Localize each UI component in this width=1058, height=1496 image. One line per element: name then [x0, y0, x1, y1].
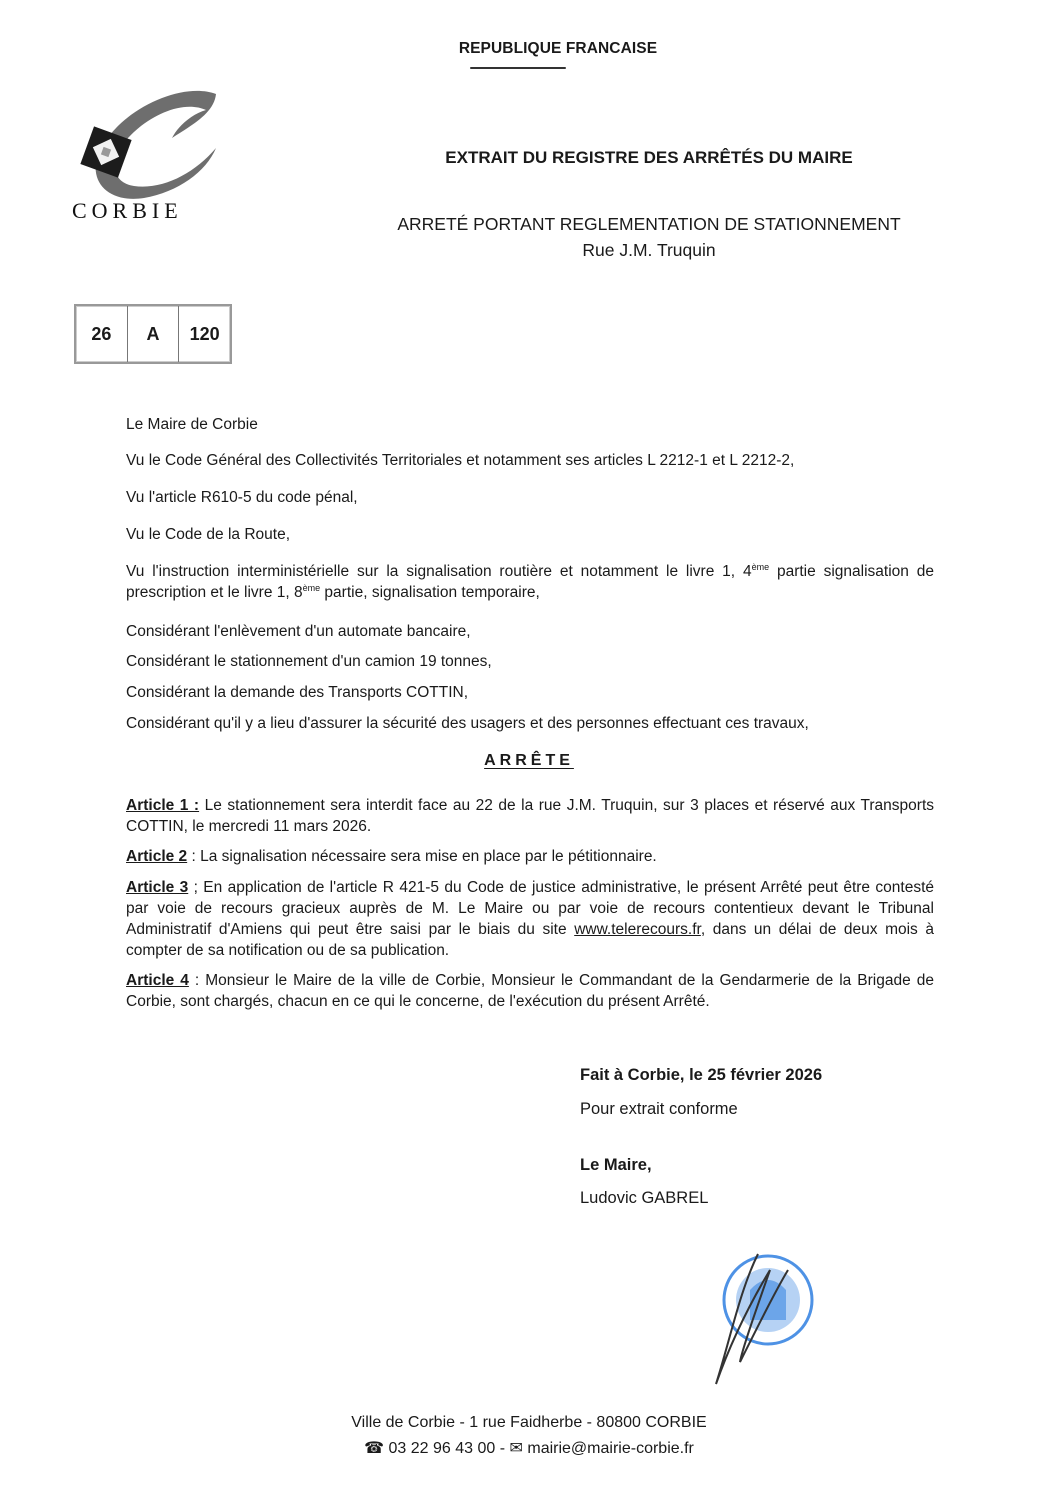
arrete-heading: ARRÊTE [484, 752, 574, 769]
preamble-vu-route: Vu le Code de la Route, [126, 526, 291, 543]
article-text: : Monsieur le Maire de la ville de Corbie, Monsieur le Commandant de la Gendarmerie de la Brigade de Corbie, sont chargés, chacun en ce qui le concerne, de l'exécution du présent Arrêté. [126, 972, 934, 1010]
mail-icon: ✉ [509, 1440, 523, 1457]
article-3 [126, 877, 934, 961]
superscript: ème [751, 562, 770, 572]
article-label: Article 2 [126, 848, 188, 865]
header-divider [470, 67, 566, 69]
signature-conforme: Pour extrait conforme [580, 1100, 738, 1118]
superscript: ème [302, 583, 321, 593]
article-label: Article 4 [126, 972, 189, 989]
article-2 [126, 846, 934, 867]
page-title: ARRETÉ PORTANT REGLEMENTATION DE STATIONNEMENT [397, 214, 901, 234]
street-name: Rue J.M. Truquin [582, 240, 716, 260]
signature-name: Ludovic GABREL [580, 1189, 709, 1207]
reference-number-box [74, 304, 232, 364]
instruction-text-b: partie signalisation de prescription et le livre 1, 8 [126, 563, 934, 601]
signature-role: Le Maire, [580, 1156, 652, 1174]
phone-icon: ☎ [364, 1440, 385, 1457]
article-text: ; En application de l'article R 421-5 du Code de justice administrative, le présent Arrêté peut être contesté par voie de recours gracieux auprès de M. Le Maire ou par voie de recours contentieux devant le Tribunal Administratif d'Amiens qui peut être saisi par le biais du site [126, 879, 934, 938]
article-label: Article 3 [126, 879, 189, 896]
considerant-item: Considérant le stationnement d'un camion 19 tonnes, [126, 653, 492, 670]
signature-date: Fait à Corbie, le 25 février 2026 [580, 1066, 823, 1084]
footer-phone: 03 22 96 43 00 - [384, 1440, 510, 1457]
footer-email[interactable]: mairie@mairie-corbie.fr [522, 1440, 694, 1457]
considerant-item: Considérant l'enlèvement d'un automate bancaire, [126, 623, 471, 640]
instruction-text-a: Vu l'instruction interministérielle sur la signalisation routière et notamment le livre 1, 4 [126, 563, 752, 580]
document-subtitle: EXTRAIT DU REGISTRE DES ARRÊTÉS DU MAIRE [445, 148, 853, 167]
republique-heading: REPUBLIQUE FRANCAISE [458, 40, 658, 57]
article-text: , dans un délai de deux mois à compter de sa notification ou de sa publication. [126, 921, 935, 959]
logo-text: CORBIE [72, 198, 183, 223]
reference-type: A [128, 306, 180, 362]
reference-year: 26 [76, 306, 128, 362]
official-stamp-icon [700, 1250, 830, 1390]
considerant-item: Considérant la demande des Transports COTTIN, [126, 684, 469, 701]
telerecours-link[interactable]: www.telerecours.fr [574, 921, 701, 938]
preamble-vu-cgct: Vu le Code Général des Collectivités Territoriales et notamment ses articles L 2212-1 et L 2212-2, [126, 452, 795, 469]
article-label: Article 1 : [126, 797, 200, 814]
article-4 [126, 970, 934, 1012]
preamble-vu-penal: Vu l'article R610-5 du code pénal, [126, 489, 358, 506]
article-text: Le stationnement sera interdit face au 22 de la rue J.M. Truquin, sur 3 places et réservé aux Transports COTTIN, le mercredi 11 mars 2026. [126, 797, 935, 835]
reference-number: 120 [189, 323, 220, 344]
considerant-item: Considérant qu'il y a lieu d'assurer la sécurité des usagers et des personnes effectuant ces travaux, [126, 715, 809, 732]
article-1 [126, 795, 934, 837]
preamble-vu-instruction [126, 561, 934, 603]
article-text: : La signalisation nécessaire sera mise en place par le pétitionnaire. [187, 848, 657, 865]
preamble-maire: Le Maire de Corbie [126, 416, 258, 433]
footer-contact [0, 1438, 1058, 1458]
footer-address: Ville de Corbie - 1 rue Faidherbe - 80800 CORBIE [351, 1414, 707, 1431]
instruction-text-c: partie, signalisation temporaire, [320, 584, 540, 601]
